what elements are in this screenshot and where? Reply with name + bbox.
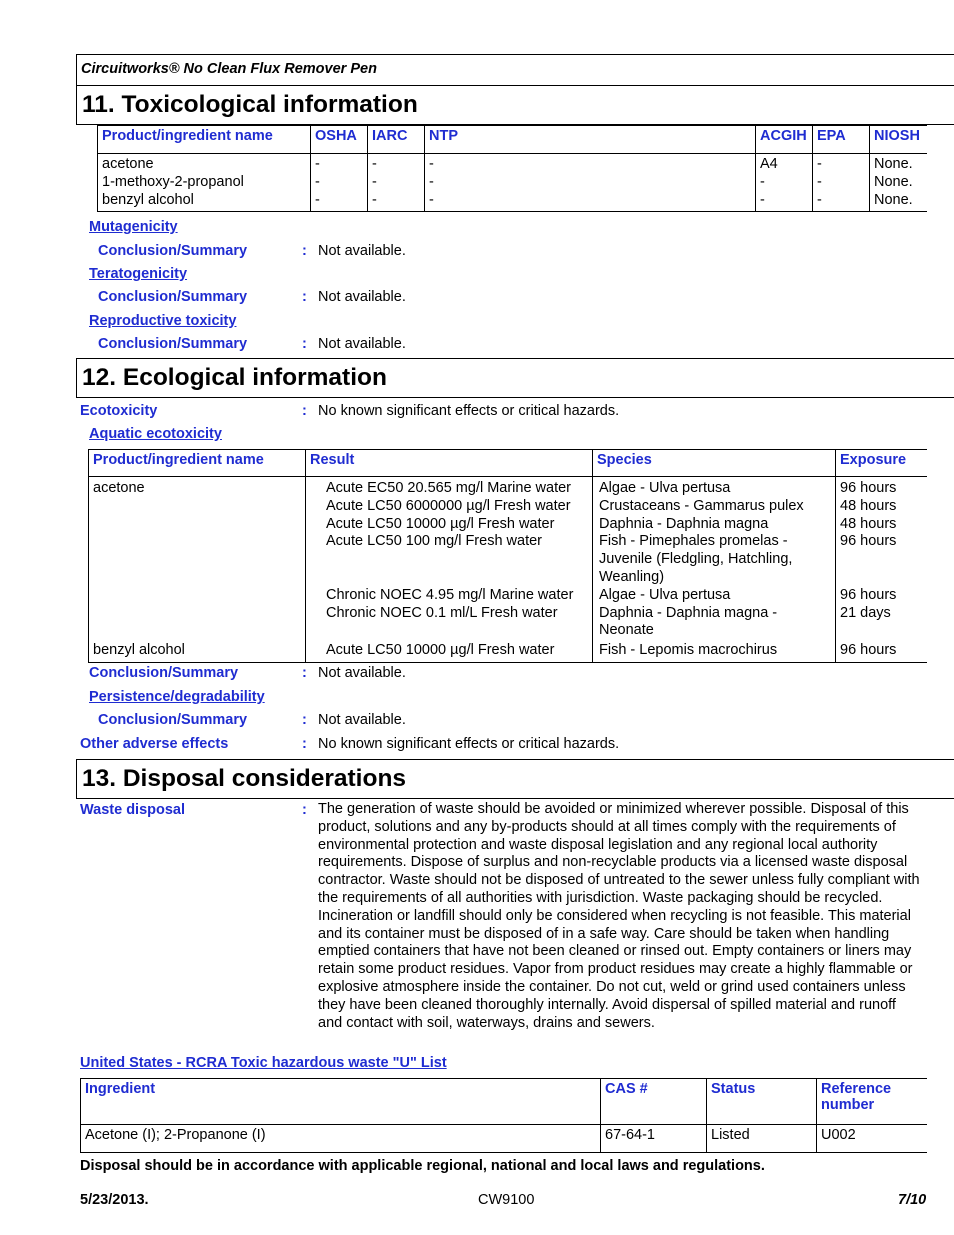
cell-ntp: - - - xyxy=(425,154,756,212)
aquatic-conclusion-label: Conclusion/Summary xyxy=(89,665,239,681)
col-acgih: ACGIH xyxy=(756,126,813,154)
col-result: Result xyxy=(306,450,593,477)
section-12-title xyxy=(76,358,954,398)
section-11-title xyxy=(76,85,954,125)
col-product-name: Product/ingredient name xyxy=(98,126,311,154)
rcra-heading: United States - RCRA Toxic hazardous waste "U" List xyxy=(80,1055,447,1071)
footer-code: CW9100 xyxy=(478,1192,535,1208)
cell-names: acetone 1-methoxy-2-propanol benzyl alcohol xyxy=(98,154,311,212)
aquatic-ecotoxicity-table xyxy=(88,449,927,663)
col-iarc: IARC xyxy=(368,126,425,154)
reproductive-heading: Reproductive toxicity xyxy=(89,313,237,329)
cell-status: Listed xyxy=(707,1125,817,1153)
ecotoxicity-value: No known significant effects or critical hazards. xyxy=(318,403,620,419)
teratogenicity-heading: Teratogenicity xyxy=(89,266,188,282)
section-13-title-text: 13. Disposal considerations xyxy=(82,765,407,792)
colon: : xyxy=(302,736,307,752)
footer-date: 5/23/2013. xyxy=(80,1192,149,1208)
page-number: 7/10 xyxy=(898,1192,926,1208)
footer-page xyxy=(898,1192,926,1208)
col-exposure: Exposure xyxy=(836,450,928,477)
col-osha: OSHA xyxy=(311,126,368,154)
cell-exposure: 96 hours 48 hours 48 hours 96 hours 96 hours 21 days xyxy=(836,477,928,643)
col-epa: EPA xyxy=(813,126,870,154)
other-effects-label: Other adverse effects xyxy=(80,736,229,752)
col-status: Status xyxy=(707,1079,817,1125)
aquatic-conclusion-value: Not available. xyxy=(318,665,406,681)
cell-result: Acute LC50 10000 µg/l Fresh water xyxy=(306,642,593,662)
persistence-value: Not available. xyxy=(318,712,406,728)
colon: : xyxy=(302,665,307,681)
table-row xyxy=(89,642,928,662)
cell-name: benzyl alcohol xyxy=(89,642,306,662)
reproductive-label: Conclusion/Summary xyxy=(98,336,248,352)
other-effects-value: No known significant effects or critical hazards. xyxy=(318,736,620,752)
disposal-note: Disposal should be in accordance with applicable regional, national and local laws and regulations. xyxy=(80,1158,765,1174)
colon: : xyxy=(302,403,307,419)
reproductive-value: Not available. xyxy=(318,336,406,352)
table-row xyxy=(98,154,928,212)
cell-species: Algae - Ulva pertusa Crustaceans - Gammarus pulex Daphnia - Daphnia magna Fish - Pimephales promelas - Juvenile (Fledgling, Hatchling, Weanling) Algae - Ulva pertusa Daphnia - Daphnia magna - Neonate xyxy=(593,477,836,643)
col-product-name: Product/ingredient name xyxy=(89,450,306,477)
cell-ingredient: Acetone (I); 2-Propanone (I) xyxy=(81,1125,601,1153)
persistence-label: Conclusion/Summary xyxy=(98,712,248,728)
document-title: Circuitworks® No Clean Flux Remover Pen xyxy=(81,61,377,77)
cell-cas: 67-64-1 xyxy=(601,1125,707,1153)
cell-result: Acute EC50 20.565 mg/l Marine water Acute LC50 6000000 µg/l Fresh water Acute LC50 10000 µg/l Fresh water Acute LC50 100 mg/l Fresh water Chronic NOEC 4.95 mg/l Marine water Chronic NOEC 0.1 ml/L Fresh water xyxy=(306,477,593,643)
ecotoxicity-label: Ecotoxicity xyxy=(80,403,158,419)
colon: : xyxy=(302,289,307,305)
section-13-title xyxy=(76,759,954,799)
cell-exposure: 96 hours xyxy=(836,642,928,662)
carcinogenicity-table xyxy=(97,125,927,212)
cell-epa: - - - xyxy=(813,154,870,212)
colon: : xyxy=(302,243,307,259)
cell-osha: - - - xyxy=(311,154,368,212)
col-cas: CAS # xyxy=(601,1079,707,1125)
cell-species: Fish - Lepomis macrochirus xyxy=(593,642,836,662)
cell-acgih: A4 - - xyxy=(756,154,813,212)
col-niosh: NIOSH xyxy=(870,126,928,154)
colon: : xyxy=(302,802,307,818)
section-12-title-text: 12. Ecological information xyxy=(82,364,387,391)
mutagenicity-heading: Mutagenicity xyxy=(89,219,178,235)
mutagenicity-label: Conclusion/Summary xyxy=(98,243,248,259)
teratogenicity-value: Not available. xyxy=(318,289,406,305)
col-ingredient: Ingredient xyxy=(81,1079,601,1125)
document-header xyxy=(76,54,954,86)
table-row xyxy=(81,1125,928,1153)
waste-disposal-label: Waste disposal xyxy=(80,802,186,818)
col-species: Species xyxy=(593,450,836,477)
waste-disposal-text: The generation of waste should be avoided or minimized wherever possible. Disposal of this product, solutions and any by-products should at all times comply with the requirements of environmental protection and waste disposal legislation and any regional local authority requirements. Dispose of surplus and non-recyclable products via a licensed waste disposal contractor. Waste should not be disposed of untreated to the sewer unless fully compliant with the requirements of all authorities with jurisdiction. Waste packaging should be recycled. Incineration or landfill should only be considered when recycling is not feasible. This material and its container must be disposed of in a safe way. Care should be taken when handling emptied containers that have not been cleaned or rinsed out. Empty containers or liners may retain some product residues. Vapor from product residues may create a highly flammable or explosive atmosphere inside the container. Do not cut, weld or grind used containers unless they have been cleaned thoroughly internally. Avoid dispersal of spilled material and runoff and contact with soil, waterways, drains and sewers. xyxy=(318,801,920,1031)
col-reference: Reference number xyxy=(817,1079,928,1125)
rcra-table xyxy=(80,1078,927,1153)
cell-iarc: - - - xyxy=(368,154,425,212)
colon: : xyxy=(302,712,307,728)
col-ntp: NTP xyxy=(425,126,756,154)
section-11-title-text: 11. Toxicological information xyxy=(82,91,418,118)
cell-niosh: None. None. None. xyxy=(870,154,928,212)
table-row xyxy=(89,477,928,643)
mutagenicity-value: Not available. xyxy=(318,243,406,259)
colon: : xyxy=(302,336,307,352)
cell-name: acetone xyxy=(89,477,306,643)
aquatic-heading: Aquatic ecotoxicity xyxy=(89,426,222,442)
persistence-heading: Persistence/degradability xyxy=(89,689,265,705)
cell-reference: U002 xyxy=(817,1125,928,1153)
teratogenicity-label: Conclusion/Summary xyxy=(98,289,248,305)
